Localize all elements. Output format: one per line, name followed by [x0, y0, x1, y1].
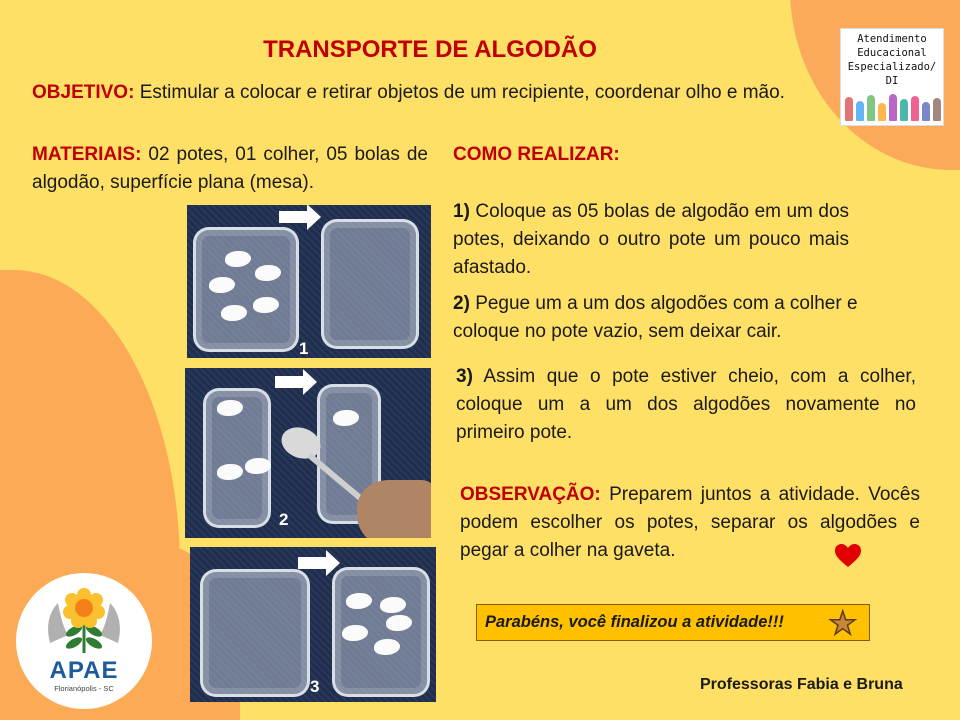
- logo-line-3: Especializado/ DI: [847, 61, 937, 87]
- arrow-icon: [298, 557, 326, 569]
- objective-section: [32, 79, 792, 107]
- heart-icon: [834, 543, 862, 569]
- arrow-icon: [279, 211, 307, 223]
- logo-line-2: Educacional: [857, 47, 927, 59]
- step-3-text: Assim que o pote estiver cheio, com a colher, coloque um a um dos algodões novamente no primeiro pote.: [456, 366, 916, 443]
- container-left: [193, 227, 299, 352]
- step-3: [456, 363, 916, 447]
- step-2: [453, 290, 923, 346]
- step-1: [453, 198, 849, 282]
- photo-step-2: [185, 368, 431, 538]
- aee-logo: [840, 28, 944, 126]
- photo-number: 3: [310, 677, 320, 696]
- apae-city: Florianópolis - SC: [54, 684, 114, 693]
- apae-logo: [16, 573, 152, 709]
- container-right: [321, 219, 419, 349]
- photo-step-3: [190, 547, 436, 702]
- page-title: TRANSPORTE DE ALGODÃO: [263, 36, 597, 63]
- step-2-text: Pegue um a um dos algodões com a colher e coloque no pote vazio, sem deixar cair.: [453, 293, 858, 342]
- photo-step-1: [187, 205, 431, 358]
- objective-text: Estimular a colocar e retirar objetos de um recipiente, coordenar olho e mão.: [139, 82, 785, 103]
- congrats-text: Parabéns, você finalizou a atividade!!!: [485, 613, 784, 631]
- step-1-number: 1): [453, 201, 470, 222]
- photo-number: 2: [279, 510, 289, 529]
- step-3-number: 3): [456, 366, 473, 387]
- star-icon: ★: [828, 605, 857, 641]
- arrow-icon: [275, 376, 303, 388]
- logo-line-1: Atendimento: [857, 33, 927, 45]
- apae-name: APAE: [49, 657, 119, 684]
- container-left: [200, 569, 310, 697]
- teachers-credit: Professoras Fabia e Bruna: [700, 676, 903, 693]
- how-to-title: COMO REALIZAR:: [453, 144, 620, 165]
- congrats-banner: [476, 604, 870, 641]
- materials-text: 02 potes, 01 colher, 05 bolas de algodão, superfície plana (mesa).: [32, 144, 428, 193]
- hand: [357, 480, 431, 538]
- step-1-text: Coloque as 05 bolas de algodão em um dos potes, deixando o outro pote um pouco mais afastado.: [453, 201, 850, 278]
- observation-text: Preparem juntos a atividade. Vocês podem escolher os potes, separar os algodões e pegar a colher na gaveta.: [460, 484, 920, 561]
- photo-number: 1: [299, 339, 309, 358]
- observation-label: OBSERVAÇÃO:: [460, 484, 601, 505]
- children-illustration: [845, 91, 941, 121]
- materials-section: [32, 141, 428, 197]
- step-2-number: 2): [453, 293, 470, 314]
- sunflower-hands-icon: [16, 573, 152, 663]
- objective-label: OBJETIVO:: [32, 82, 135, 103]
- materials-label: MATERIAIS:: [32, 144, 142, 165]
